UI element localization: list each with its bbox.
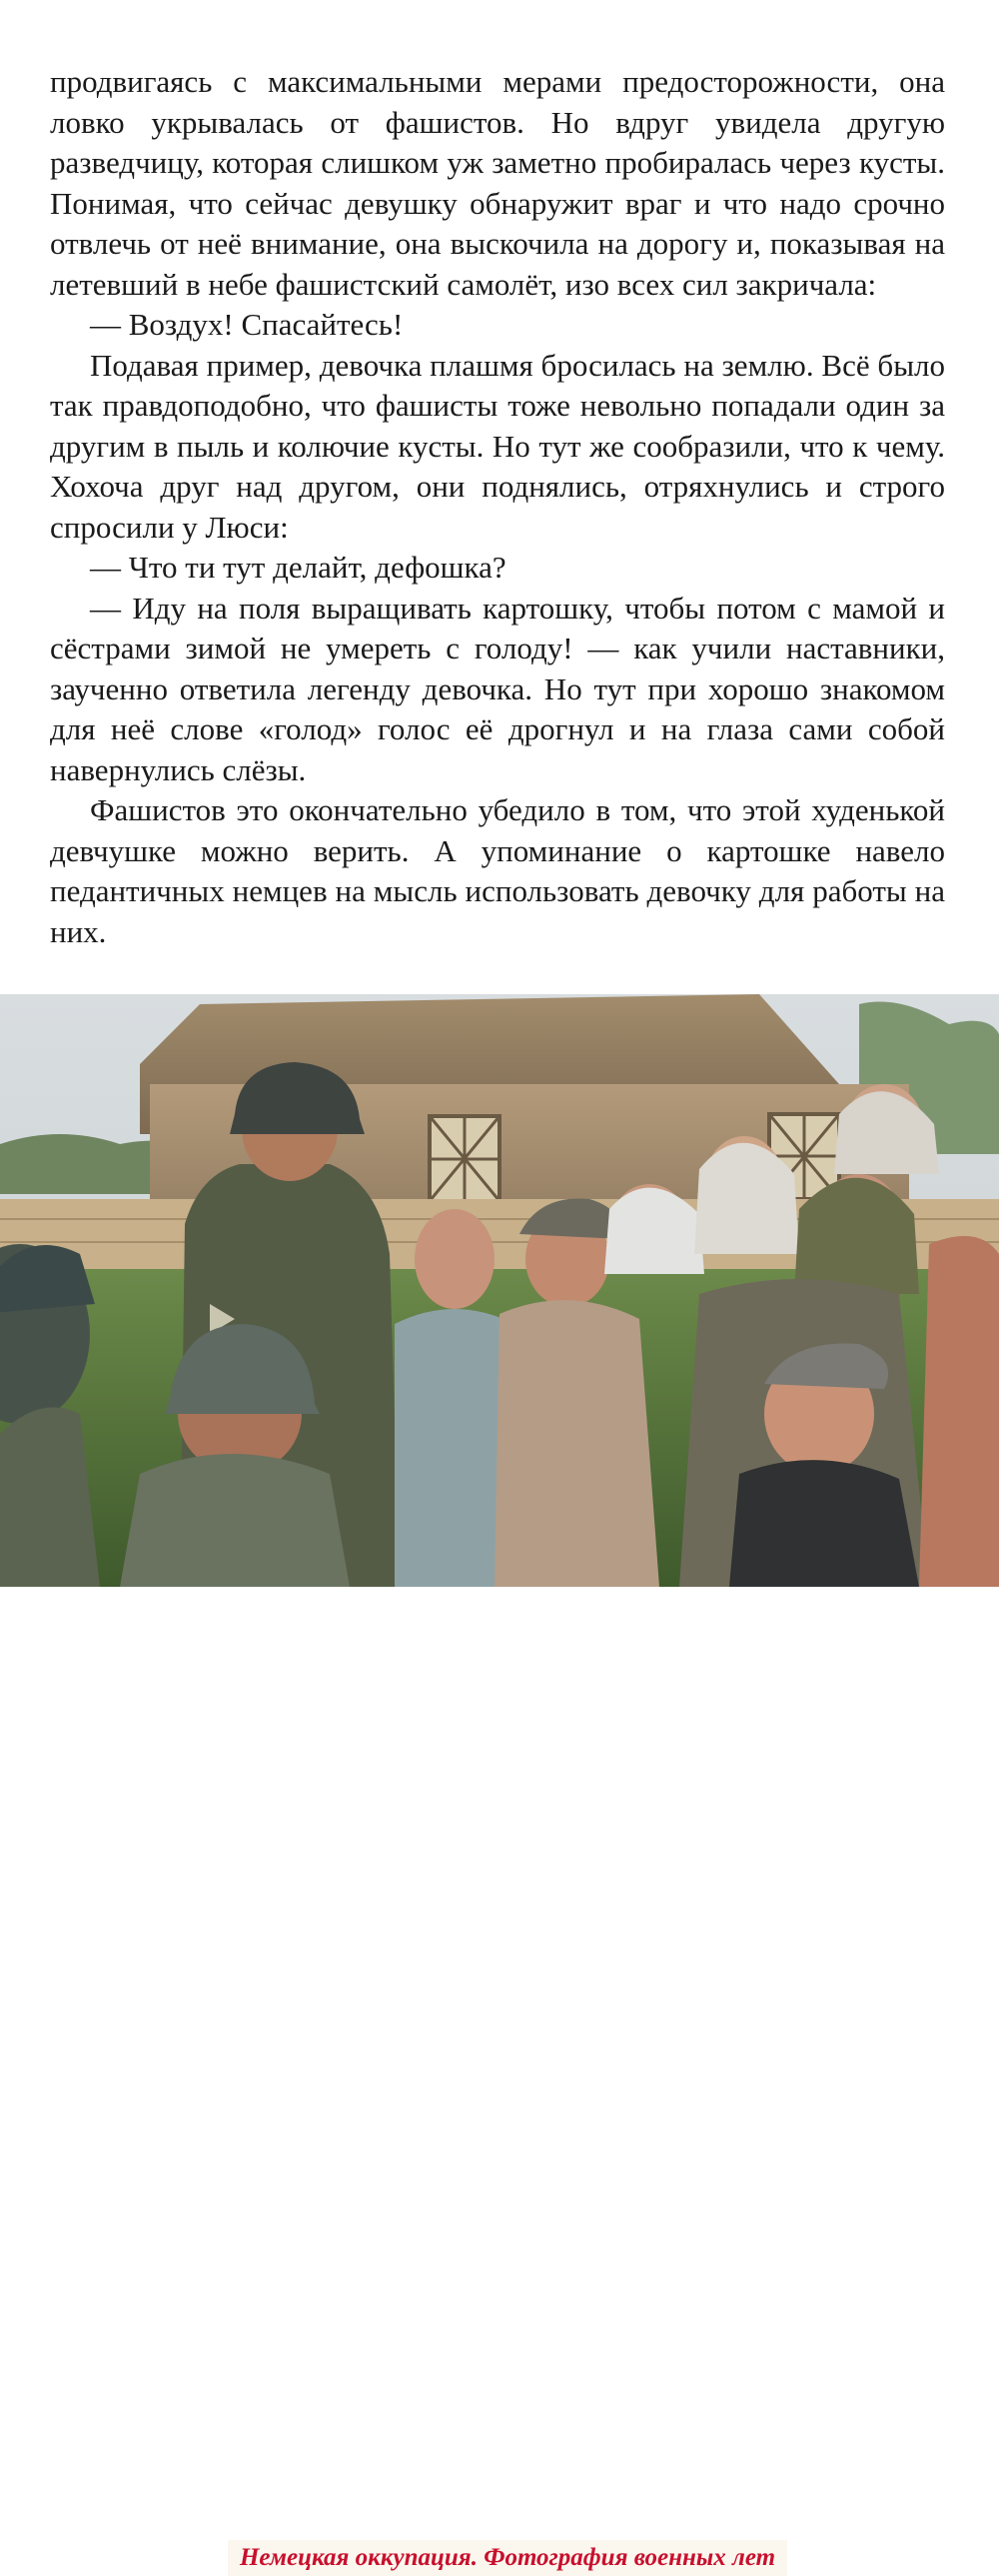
paragraph: продвигаясь с максимальными мерами предосторожности, она ловко укрывалась от фашистов. Но вдруг увидела другую разведчицу, которая слишком уж заметно пробиралась через кусты. Понимая, что сейчас девушку обнаружит враг и что надо срочно отвлечь от неё внимание, она выскочила на дорогу и, показывая на летевший в небе фашистский самолёт, изо всех сил закричала: [50, 64, 945, 302]
photo-illustration [0, 994, 999, 1587]
dialogue-line: — Иду на поля выращивать картошку, чтобы потом с мамой и сёстрами зимой не умереть с голоду! — как учили наставники, заученно ответила легенду девочка. Но тут при хорошо знакомом для неё слове «голод» голос её дрогнул и на глаза сами собой навернулись слёзы. [50, 590, 945, 787]
body-text [50, 62, 945, 952]
dialogue-line: — Что ти тут делайт, дефошка? [90, 550, 506, 585]
historical-photo [0, 994, 999, 2571]
paragraph: Фашистов это окончательно убедило в том, что этой худенькой девчушке можно верить. А упоминание о картошке навело педантичных немцев на мысль использовать девочку для работы на них. [50, 792, 945, 949]
photo-caption: Немецкая оккупация. Фотография военных лет [228, 2540, 787, 2576]
dialogue-line: — Воздух! Спасайтесь! [90, 307, 404, 342]
paragraph: Подавая пример, девочка плашмя бросилась на землю. Всё было так правдоподобно, что фашисты тоже невольно попадали один за другим в пыль и колючие кусты. Но тут же сообразили, что к чему. Хохоча друг над другом, они поднялись, отряхнулись и строго спросили у Люси: [50, 347, 945, 545]
